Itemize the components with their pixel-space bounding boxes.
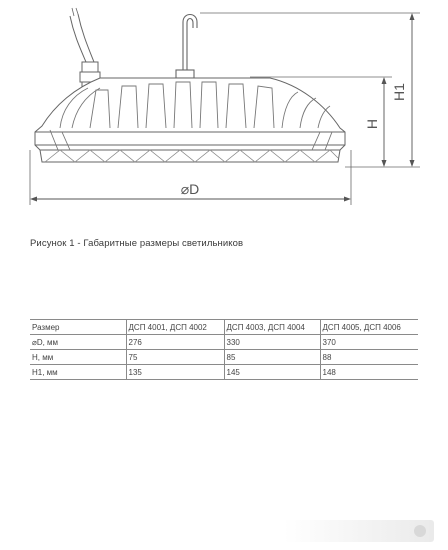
dimension-h-label: H [364,118,380,130]
cable [70,8,94,62]
dimension-d-label: ⌀D [180,181,200,197]
table-cell: H, мм [30,350,126,365]
dimension-h1-label: H1 [391,83,407,101]
table-cell: 75 [126,350,224,365]
table-cell: 85 [224,350,320,365]
dimension-h [382,77,387,167]
table-cell: H1, мм [30,365,126,380]
table-cell: 148 [320,365,418,380]
table-header-cell: ДСП 4005, ДСП 4006 [320,320,418,335]
table-cell: 135 [126,365,224,380]
table-cell: 276 [126,335,224,350]
watermark-logo-icon [414,525,426,537]
watermark [284,520,434,542]
table-cell: 330 [224,335,320,350]
dimension-d [30,197,351,202]
table-header-cell: ДСП 4001, ДСП 4002 [126,320,224,335]
table-row [30,335,418,350]
dimension-h1 [410,13,415,167]
table-cell: 88 [320,350,418,365]
table-cell: 145 [224,365,320,380]
table-row [30,350,418,365]
table-header-row [30,320,418,335]
lamp-diffuser [45,150,338,162]
dimensions-table [30,319,418,380]
table-header-cell: Размер [30,320,126,335]
table-row [30,365,418,380]
table-header-cell: ДСП 4003, ДСП 4004 [224,320,320,335]
luminaire-drawing [0,0,448,215]
hanging-hook [176,15,197,79]
table-cell: ⌀D, мм [30,335,126,350]
figure-caption: Рисунок 1 - Габаритные размеры светильников [30,238,244,249]
table-cell: 370 [320,335,418,350]
